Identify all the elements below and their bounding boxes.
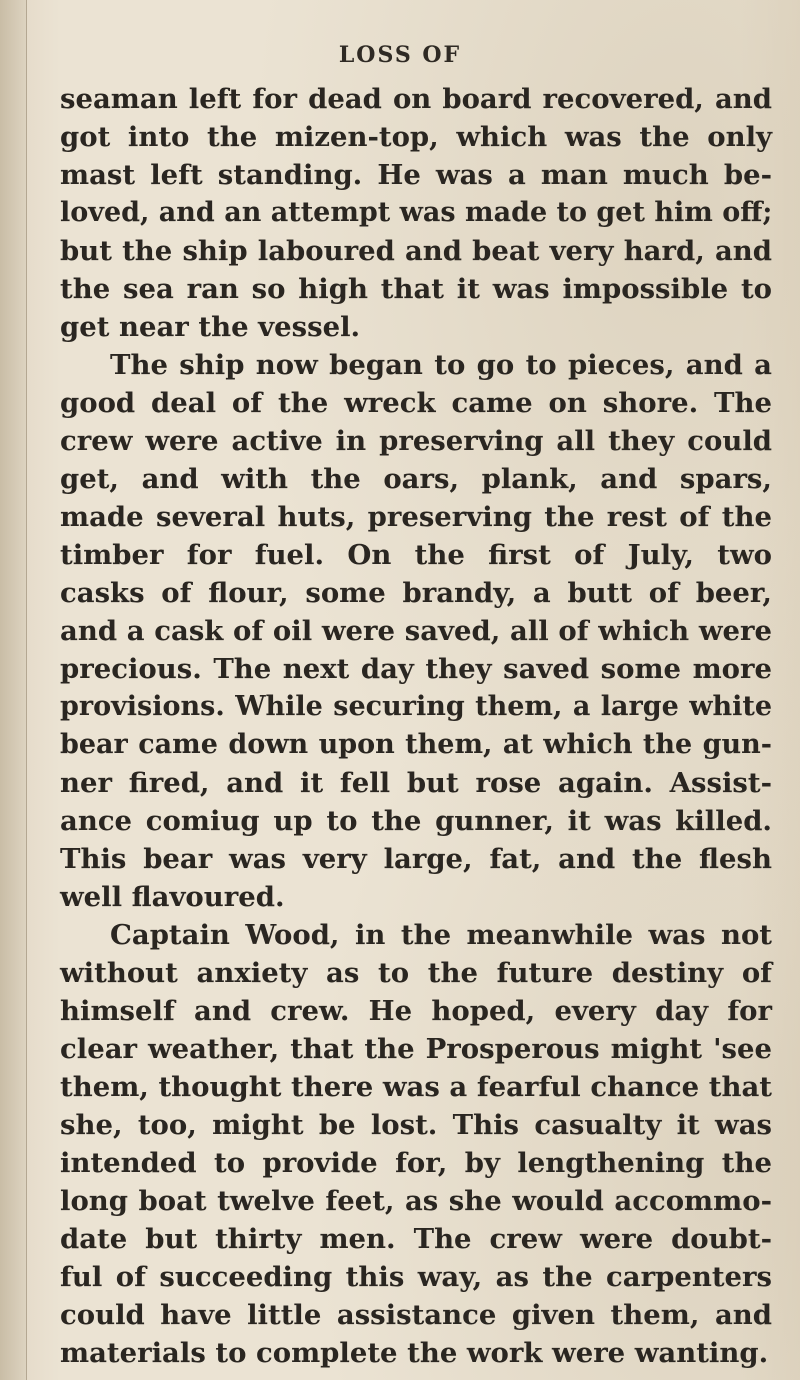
- text-line: timber for fuel. On the first of July, two: [60, 539, 772, 571]
- text-line: loved, and an attempt was made to get him off;: [60, 197, 773, 228]
- text-line: she, too, might be lost. This casualty it was: [60, 1109, 772, 1141]
- text-line: ner fired, and it fell but rose again. Assist-: [60, 767, 772, 799]
- text-line: bear came down upon them, at which the gun-: [60, 729, 772, 760]
- text-line: clear weather, that the Prosperous might 'see: [60, 1033, 772, 1065]
- text-line: could have little assistance given them, and: [60, 1299, 772, 1331]
- text-line: well flavoured.: [60, 881, 285, 913]
- text-line: get near the vessel.: [60, 311, 361, 343]
- text-line: the sea ran so high that it was impossible to: [60, 273, 772, 305]
- text-line: ance comiug up to the gunner, it was killed.: [60, 805, 772, 837]
- body-text: [60, 80, 772, 1372]
- text-line: long boat twelve feet, as she would accommo-: [60, 1185, 772, 1217]
- text-line: precious. The next day they saved some more: [60, 653, 772, 685]
- running-head: LOSS OF: [338, 42, 462, 68]
- text-line: them, thought there was a fearful chance that: [60, 1071, 772, 1103]
- text-line: and a cask of oil were saved, all of which were: [60, 615, 772, 647]
- text-line: ful of succeeding this way, as the carpenters: [60, 1261, 772, 1293]
- text-line: good deal of the wreck came on shore. The: [60, 387, 772, 419]
- text-line: but the ship laboured and beat very hard, and: [60, 235, 772, 267]
- text-line: The ship now began to go to pieces, and a: [110, 349, 772, 381]
- text-line: date but thirty men. The crew were doubt-: [60, 1223, 772, 1255]
- text-line: This bear was very large, fat, and the flesh: [60, 843, 772, 875]
- text-line: made several huts, preserving the rest of the: [60, 501, 772, 533]
- page-gutter: [0, 0, 27, 1380]
- text-line: get, and with the oars, plank, and spars,: [60, 463, 772, 495]
- text-line: crew were active in preserving all they could: [60, 425, 772, 457]
- text-line: seaman left for dead on board recovered, and: [60, 83, 772, 115]
- text-line: got into the mizen-top, which was the only: [60, 121, 772, 153]
- text-line: provisions. While securing them, a large white: [60, 691, 772, 722]
- text-line: himself and crew. He hoped, every day for: [60, 995, 772, 1027]
- text-line: mast left standing. He was a man much be-: [60, 159, 772, 191]
- text-line: without anxiety as to the future destiny of: [60, 957, 772, 989]
- text-line: intended to provide for, by lengthening the: [60, 1147, 772, 1179]
- text-line: casks of flour, some brandy, a butt of beer,: [60, 577, 772, 609]
- text-line: materials to complete the work were wanting.: [60, 1337, 769, 1369]
- text-line: Captain Wood, in the meanwhile was not: [110, 919, 772, 951]
